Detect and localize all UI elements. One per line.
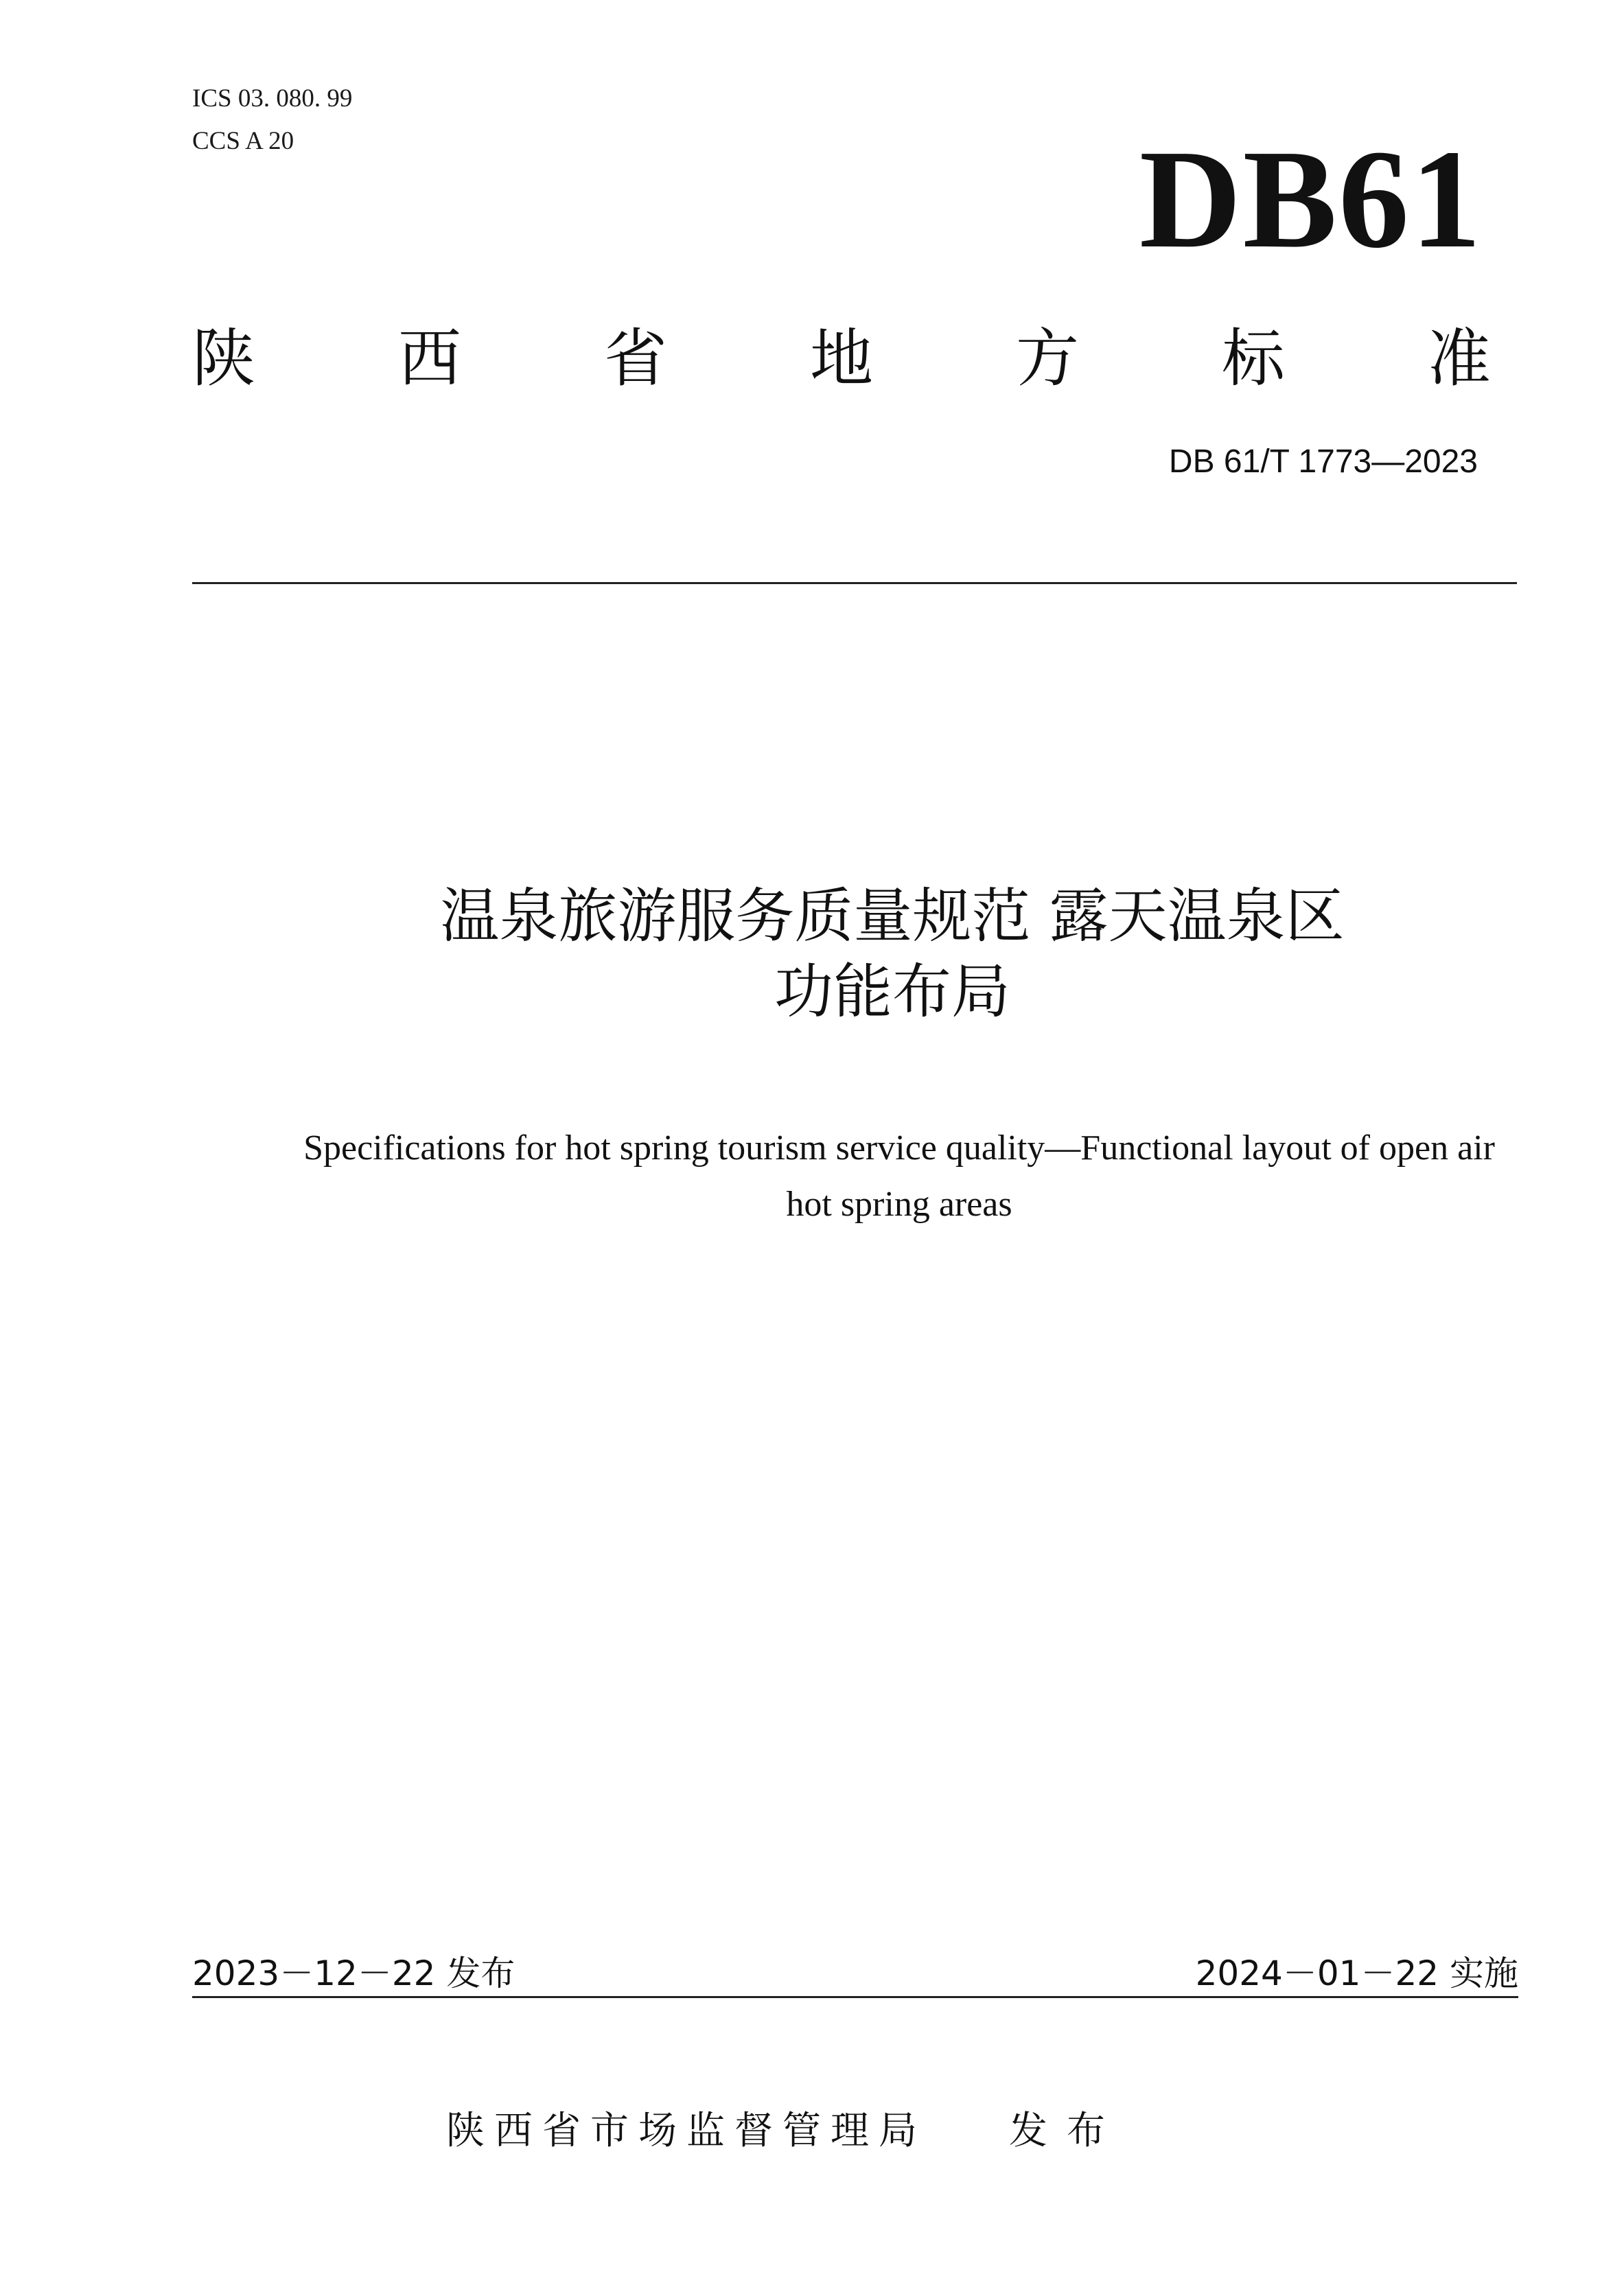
standard-type-char: 准 — [1427, 322, 1491, 395]
publisher-row — [446, 2100, 1124, 2155]
ccs-code: CCS A 20 — [192, 127, 294, 155]
standard-type-char: 西 — [397, 322, 461, 395]
footer-divider — [192, 1996, 1518, 1998]
title-chinese — [192, 879, 1592, 1030]
standard-type-char: 方 — [1015, 322, 1079, 395]
standard-type — [192, 316, 1491, 395]
issue-date: 2023－12－22 发布 — [192, 1953, 515, 1993]
title-english — [233, 1120, 1565, 1233]
dates-row — [192, 1946, 1518, 1994]
standard-type-char: 省 — [603, 322, 667, 395]
db-mark: DB61 — [1139, 120, 1483, 277]
publisher-action: 发布 — [1009, 2109, 1124, 2153]
header-divider — [192, 582, 1517, 584]
title-chinese-line: 温泉旅游服务质量规范 露天温泉区 — [440, 882, 1345, 951]
ics-code: ICS 03. 080. 99 — [192, 84, 353, 113]
title-english-line: hot spring areas — [786, 1185, 1012, 1224]
implementation-date: 2024－01－22 实施 — [1195, 1953, 1518, 1993]
standard-type-char: 陕 — [192, 322, 256, 395]
publisher-name: 陕西省市场监督管理局 — [446, 2109, 927, 2153]
title-chinese-line: 功能布局 — [774, 958, 1010, 1026]
standard-number: DB 61/T 1773—2023 — [1168, 443, 1478, 480]
standard-type-char: 地 — [809, 322, 873, 395]
title-english-line: Specifications for hot spring tourism service quality—Functional layout of open air — [303, 1128, 1495, 1168]
standard-type-char: 标 — [1221, 322, 1285, 395]
